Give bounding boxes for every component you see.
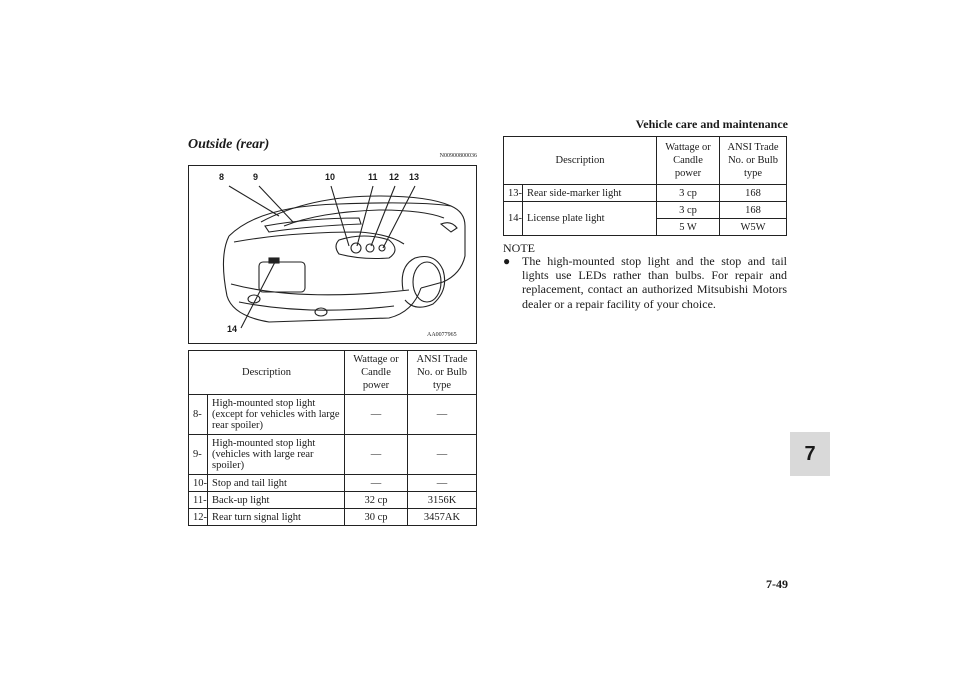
header-wattage: Wattage or Candle power — [657, 137, 720, 185]
row-number: 13- — [504, 185, 523, 202]
row-ansi: — — [408, 395, 477, 435]
page-header: Vehicle care and maintenance — [635, 117, 788, 131]
row-description: Rear turn signal light — [208, 509, 345, 526]
table-row — [189, 395, 477, 435]
row-wattage: — — [345, 395, 408, 435]
row-description: High-mounted stop light (vehicles with large rear spoiler) — [208, 435, 345, 475]
row-ansi: — — [408, 475, 477, 492]
row-number: 12- — [189, 509, 208, 526]
row-ansi: 168 — [720, 202, 787, 219]
car-rear-drawing — [189, 166, 476, 343]
callout-11: 11 — [368, 172, 378, 182]
row-ansi: 3156K — [408, 492, 477, 509]
row-description: Stop and tail light — [208, 475, 345, 492]
row-wattage: 5 W — [657, 219, 720, 236]
section-code: N00900800036 — [439, 153, 477, 159]
figure-code: AA0077965 — [427, 332, 457, 338]
rear-car-illustration — [188, 165, 477, 344]
row-wattage: — — [345, 475, 408, 492]
callout-10: 10 — [325, 172, 336, 182]
chapter-tab: 7 — [790, 432, 830, 476]
header-ansi: ANSI Trade No. or Bulb type — [720, 137, 787, 185]
row-ansi: W5W — [720, 219, 787, 236]
section-title: Outside (rear) — [188, 137, 270, 152]
page-number: 7-49 — [766, 577, 788, 591]
table-row — [189, 475, 477, 492]
callout-13: 13 — [409, 172, 420, 182]
row-wattage: 3 cp — [657, 185, 720, 202]
row-number: 9- — [189, 435, 208, 475]
note-body — [503, 254, 787, 311]
row-description: License plate light — [523, 202, 657, 236]
row-wattage: — — [345, 435, 408, 475]
callout-9: 9 — [253, 172, 259, 182]
row-wattage: 32 cp — [345, 492, 408, 509]
row-number: 10- — [189, 475, 208, 492]
row-description: Back-up light — [208, 492, 345, 509]
row-ansi: 3457AK — [408, 509, 477, 526]
row-wattage: 3 cp — [657, 202, 720, 219]
bulb-table-1 — [188, 350, 477, 526]
header-ansi: ANSI Trade No. or Bulb type — [408, 351, 477, 395]
table-row — [504, 202, 787, 219]
row-number: 14- — [504, 202, 523, 236]
row-description: High-mounted stop light (except for vehicles with large rear spoiler) — [208, 395, 345, 435]
bulb-table-2 — [503, 136, 787, 236]
bullet-icon: ● — [503, 254, 511, 268]
header-description: Description — [189, 351, 345, 395]
callout-8: 8 — [219, 172, 225, 182]
callout-14: 14 — [227, 324, 238, 334]
table-row — [504, 185, 787, 202]
callout-12: 12 — [389, 172, 400, 182]
row-number: 11- — [189, 492, 208, 509]
table-row — [189, 435, 477, 475]
table-row — [189, 492, 477, 509]
header-wattage: Wattage or Candle power — [345, 351, 408, 395]
note-text: The high-mounted stop light and the stop and tail lights use LEDs rather than bulbs. For repair and replacement, contact an authorized Mitsubishi Motors dealer or a repair facility of your choice. — [522, 254, 787, 311]
row-ansi: 168 — [720, 185, 787, 202]
header-description: Description — [504, 137, 657, 185]
note-label: NOTE — [503, 241, 535, 255]
row-number: 8- — [189, 395, 208, 435]
row-wattage: 30 cp — [345, 509, 408, 526]
row-ansi: — — [408, 435, 477, 475]
row-description: Rear side-marker light — [523, 185, 657, 202]
table-row — [189, 509, 477, 526]
